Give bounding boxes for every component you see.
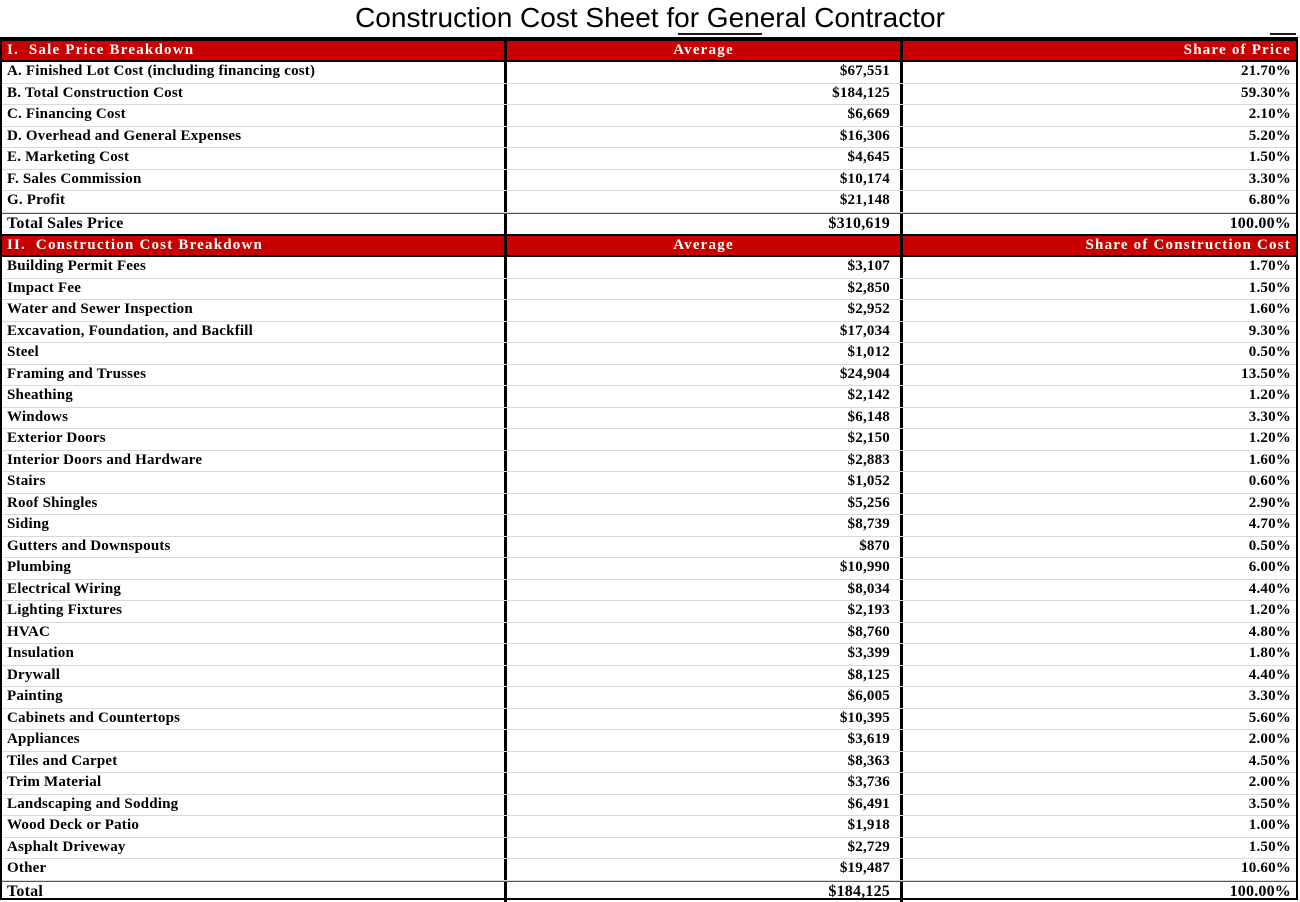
row-share-cell: 1.70% bbox=[903, 257, 1296, 278]
table-row bbox=[2, 580, 1296, 602]
table-row bbox=[2, 300, 1296, 322]
row-label-cell: Wood Deck or Patio bbox=[2, 816, 507, 837]
table-row bbox=[2, 257, 1296, 279]
row-share-cell: 4.40% bbox=[903, 666, 1296, 687]
table-row bbox=[2, 859, 1296, 881]
row-share-cell: 5.60% bbox=[903, 709, 1296, 730]
row-label-cell: Appliances bbox=[2, 730, 507, 751]
row-average-cell: $19,487 bbox=[507, 859, 903, 880]
row-average-cell: $1,012 bbox=[507, 343, 903, 364]
row-label-cell: Gutters and Downspouts bbox=[2, 537, 507, 558]
row-share-cell: 3.30% bbox=[903, 687, 1296, 708]
row-label-cell: E. Marketing Cost bbox=[2, 148, 507, 169]
table-row bbox=[2, 838, 1296, 860]
row-share-cell: 2.10% bbox=[903, 105, 1296, 126]
table-row bbox=[2, 644, 1296, 666]
row-label-cell: Windows bbox=[2, 408, 507, 429]
row-average-cell: $310,619 bbox=[507, 214, 903, 235]
row-average-cell: $2,952 bbox=[507, 300, 903, 321]
row-average-cell: $21,148 bbox=[507, 191, 903, 212]
row-share-cell: 1.60% bbox=[903, 300, 1296, 321]
table-row bbox=[2, 343, 1296, 365]
row-share-cell: 5.20% bbox=[903, 127, 1296, 148]
row-average-cell: $6,491 bbox=[507, 795, 903, 816]
row-share-cell: 1.50% bbox=[903, 279, 1296, 300]
table-row bbox=[2, 816, 1296, 838]
row-label-cell: Siding bbox=[2, 515, 507, 536]
row-average-cell: $4,645 bbox=[507, 148, 903, 169]
row-label-cell: Excavation, Foundation, and Backfill bbox=[2, 322, 507, 343]
row-average-cell: $8,760 bbox=[507, 623, 903, 644]
row-label-cell: Painting bbox=[2, 687, 507, 708]
row-average-cell: $184,125 bbox=[507, 882, 903, 902]
row-share-cell: 3.30% bbox=[903, 170, 1296, 191]
section-title-cell: II. Construction Cost Breakdown bbox=[2, 236, 507, 255]
row-average-cell: $8,739 bbox=[507, 515, 903, 536]
row-average-cell: $3,399 bbox=[507, 644, 903, 665]
row-label-cell: Sheathing bbox=[2, 386, 507, 407]
row-share-cell: 13.50% bbox=[903, 365, 1296, 386]
row-average-cell: $10,990 bbox=[507, 558, 903, 579]
stray-mark-right bbox=[1270, 33, 1296, 35]
row-average-cell: $10,395 bbox=[507, 709, 903, 730]
table-row bbox=[2, 494, 1296, 516]
stray-mark-center bbox=[678, 33, 762, 35]
table-row bbox=[2, 365, 1296, 387]
table-row bbox=[2, 795, 1296, 817]
row-label-cell: Framing and Trusses bbox=[2, 365, 507, 386]
table-row bbox=[2, 105, 1296, 127]
row-average-cell: $6,005 bbox=[507, 687, 903, 708]
page-title: Construction Cost Sheet for General Contractor bbox=[0, 2, 1300, 34]
row-label-cell: A. Finished Lot Cost (including financing cost) bbox=[2, 62, 507, 83]
row-label-cell: F. Sales Commission bbox=[2, 170, 507, 191]
row-average-cell: $2,883 bbox=[507, 451, 903, 472]
row-share-cell: 100.00% bbox=[903, 882, 1296, 902]
row-label-cell: C. Financing Cost bbox=[2, 105, 507, 126]
table-row bbox=[2, 191, 1296, 213]
row-label-cell: Roof Shingles bbox=[2, 494, 507, 515]
table-row bbox=[2, 515, 1296, 537]
row-average-cell: $2,142 bbox=[507, 386, 903, 407]
row-average-cell: $8,363 bbox=[507, 752, 903, 773]
row-share-cell: 1.00% bbox=[903, 816, 1296, 837]
row-label-cell: Insulation bbox=[2, 644, 507, 665]
row-share-cell: 6.80% bbox=[903, 191, 1296, 212]
section-header-row bbox=[2, 234, 1296, 257]
row-label-cell: Steel bbox=[2, 343, 507, 364]
row-share-cell: 4.70% bbox=[903, 515, 1296, 536]
table-row bbox=[2, 730, 1296, 752]
row-share-cell: 6.00% bbox=[903, 558, 1296, 579]
row-average-cell: $1,918 bbox=[507, 816, 903, 837]
table-row bbox=[2, 170, 1296, 192]
row-average-cell: $3,107 bbox=[507, 257, 903, 278]
table-row bbox=[2, 773, 1296, 795]
table-row bbox=[2, 408, 1296, 430]
row-average-cell: $5,256 bbox=[507, 494, 903, 515]
table-row bbox=[2, 558, 1296, 580]
row-label-cell: Cabinets and Countertops bbox=[2, 709, 507, 730]
row-share-cell: 2.00% bbox=[903, 730, 1296, 751]
table-row bbox=[2, 279, 1296, 301]
row-average-cell: $1,052 bbox=[507, 472, 903, 493]
table-row bbox=[2, 687, 1296, 709]
col-average-header: Average bbox=[507, 236, 903, 255]
row-label-cell: G. Profit bbox=[2, 191, 507, 212]
table-row bbox=[2, 709, 1296, 731]
row-label-cell: Exterior Doors bbox=[2, 429, 507, 450]
table-row bbox=[2, 623, 1296, 645]
row-share-cell: 2.00% bbox=[903, 773, 1296, 794]
row-share-cell: 10.60% bbox=[903, 859, 1296, 880]
row-share-cell: 100.00% bbox=[903, 214, 1296, 235]
row-label-cell: Other bbox=[2, 859, 507, 880]
row-share-cell: 1.50% bbox=[903, 838, 1296, 859]
table-row bbox=[2, 601, 1296, 623]
row-share-cell: 1.20% bbox=[903, 429, 1296, 450]
row-average-cell: $6,669 bbox=[507, 105, 903, 126]
table-row bbox=[2, 881, 1296, 902]
row-share-cell: 1.60% bbox=[903, 451, 1296, 472]
table-row bbox=[2, 127, 1296, 149]
row-share-cell: 1.80% bbox=[903, 644, 1296, 665]
table-row bbox=[2, 62, 1296, 84]
col-average-header: Average bbox=[507, 41, 903, 60]
row-label-cell: B. Total Construction Cost bbox=[2, 84, 507, 105]
row-share-cell: 3.30% bbox=[903, 408, 1296, 429]
row-share-cell: 4.80% bbox=[903, 623, 1296, 644]
row-label-cell: Total Sales Price bbox=[2, 214, 507, 235]
row-label-cell: D. Overhead and General Expenses bbox=[2, 127, 507, 148]
row-label-cell: Landscaping and Sodding bbox=[2, 795, 507, 816]
table-row bbox=[2, 451, 1296, 473]
table-row bbox=[2, 213, 1296, 235]
row-share-cell: 1.20% bbox=[903, 601, 1296, 622]
row-label-cell: Water and Sewer Inspection bbox=[2, 300, 507, 321]
row-label-cell: Drywall bbox=[2, 666, 507, 687]
row-share-cell: 3.50% bbox=[903, 795, 1296, 816]
row-label-cell: Stairs bbox=[2, 472, 507, 493]
row-label-cell: Lighting Fixtures bbox=[2, 601, 507, 622]
row-label-cell: Impact Fee bbox=[2, 279, 507, 300]
row-label-cell: Interior Doors and Hardware bbox=[2, 451, 507, 472]
row-share-cell: 4.50% bbox=[903, 752, 1296, 773]
row-share-cell: 0.50% bbox=[903, 537, 1296, 558]
row-average-cell: $8,034 bbox=[507, 580, 903, 601]
row-label-cell: Plumbing bbox=[2, 558, 507, 579]
table-row bbox=[2, 666, 1296, 688]
row-label-cell: Tiles and Carpet bbox=[2, 752, 507, 773]
row-label-cell: Trim Material bbox=[2, 773, 507, 794]
row-average-cell: $16,306 bbox=[507, 127, 903, 148]
row-average-cell: $10,174 bbox=[507, 170, 903, 191]
row-share-cell: 1.50% bbox=[903, 148, 1296, 169]
col-share-header: Share of Price bbox=[903, 41, 1296, 60]
row-label-cell: Building Permit Fees bbox=[2, 257, 507, 278]
table-row bbox=[2, 537, 1296, 559]
row-share-cell: 0.50% bbox=[903, 343, 1296, 364]
row-share-cell: 0.60% bbox=[903, 472, 1296, 493]
row-share-cell: 59.30% bbox=[903, 84, 1296, 105]
row-average-cell: $67,551 bbox=[507, 62, 903, 83]
row-average-cell: $2,150 bbox=[507, 429, 903, 450]
row-average-cell: $17,034 bbox=[507, 322, 903, 343]
row-average-cell: $24,904 bbox=[507, 365, 903, 386]
table-row bbox=[2, 472, 1296, 494]
row-label-cell: Total bbox=[2, 882, 507, 902]
row-share-cell: 21.70% bbox=[903, 62, 1296, 83]
row-average-cell: $184,125 bbox=[507, 84, 903, 105]
table-row bbox=[2, 752, 1296, 774]
table-row bbox=[2, 84, 1296, 106]
row-label-cell: HVAC bbox=[2, 623, 507, 644]
table-row bbox=[2, 386, 1296, 408]
row-share-cell: 4.40% bbox=[903, 580, 1296, 601]
row-label-cell: Electrical Wiring bbox=[2, 580, 507, 601]
row-average-cell: $3,619 bbox=[507, 730, 903, 751]
table-row bbox=[2, 322, 1296, 344]
table-row bbox=[2, 148, 1296, 170]
row-average-cell: $3,736 bbox=[507, 773, 903, 794]
row-average-cell: $2,729 bbox=[507, 838, 903, 859]
cost-table bbox=[0, 37, 1298, 900]
row-average-cell: $8,125 bbox=[507, 666, 903, 687]
row-average-cell: $6,148 bbox=[507, 408, 903, 429]
col-share-header: Share of Construction Cost bbox=[903, 236, 1296, 255]
row-average-cell: $2,850 bbox=[507, 279, 903, 300]
section-title-cell: I. Sale Price Breakdown bbox=[2, 41, 507, 60]
row-average-cell: $2,193 bbox=[507, 601, 903, 622]
row-share-cell: 1.20% bbox=[903, 386, 1296, 407]
row-share-cell: 9.30% bbox=[903, 322, 1296, 343]
row-label-cell: Asphalt Driveway bbox=[2, 838, 507, 859]
table-row bbox=[2, 429, 1296, 451]
row-share-cell: 2.90% bbox=[903, 494, 1296, 515]
section-header-row bbox=[2, 39, 1296, 62]
row-average-cell: $870 bbox=[507, 537, 903, 558]
